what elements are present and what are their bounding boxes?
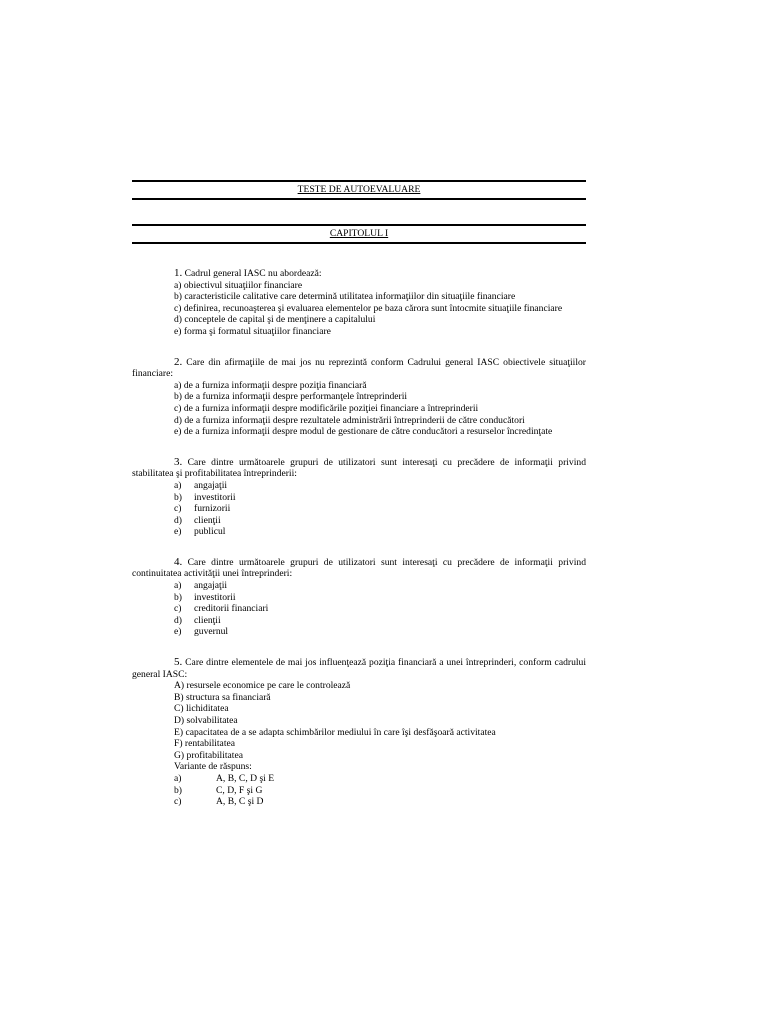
option-letter: e) — [174, 626, 182, 638]
answer-option — [132, 503, 586, 515]
question-stem — [132, 557, 586, 580]
answer-option: d) conceptele de capital şi de menţinere a capitalului — [174, 314, 376, 326]
option-text: angajaţii — [194, 580, 228, 592]
question-1 — [132, 268, 586, 338]
answer-option: c) definirea, recunoaşterea şi evaluarea elementelor pe baza cărora sunt întocmite situaţiile financiare — [174, 302, 563, 314]
option-letter: a) — [174, 580, 182, 592]
question-stem — [132, 657, 586, 680]
option-letter: d) — [174, 614, 182, 626]
option-text: guvernul — [194, 626, 229, 638]
question-5 — [132, 657, 586, 808]
question-number: 5. — [174, 656, 183, 669]
answer-option — [132, 615, 586, 627]
chapter-heading: CAPITOLUL I — [329, 228, 389, 239]
answer-variant — [132, 773, 586, 785]
answer-option: b) caracteristicile calitative care determină utilitatea informaţiilor din situaţiile financiare — [174, 291, 516, 303]
answer-option — [132, 626, 586, 638]
option-letter: b) — [174, 491, 182, 503]
answer-variant — [132, 796, 586, 808]
answer-option: d) de a furniza informaţii despre rezultatele administrării întreprinderii de către conducători — [174, 414, 525, 426]
option-text: angajaţii — [194, 479, 228, 491]
variant-text: A, B, C, D şi E — [216, 772, 275, 784]
question-2 — [132, 357, 586, 438]
answer-option: B) structura sa financiară — [174, 691, 271, 703]
answer-option: b) de a furniza informaţii despre performanţele întreprinderii — [174, 391, 408, 403]
question-number: 2. — [174, 355, 183, 368]
variant-letter: b) — [174, 784, 182, 796]
question-text: Care dintre următoarele grupuri de utilizatori sunt interesaţi cu precădere de informaţii privind continuitatea activităţii unei întreprinderi: — [132, 556, 586, 580]
option-text: investitorii — [194, 591, 236, 603]
variant-letter: a) — [174, 772, 182, 784]
answer-option — [132, 526, 586, 538]
answer-variant — [132, 785, 586, 797]
answer-option: D) solvabilitatea — [174, 715, 238, 726]
answer-option — [132, 603, 586, 615]
answer-option: F) rentabilitatea — [174, 738, 236, 750]
question-number: 1. — [174, 267, 183, 279]
answer-option: C) lichiditatea — [174, 703, 229, 715]
variant-letter: c) — [174, 796, 182, 808]
section-title-box — [132, 180, 586, 200]
option-letter: b) — [174, 591, 182, 603]
question-4 — [132, 557, 586, 638]
variant-text: A, B, C şi D — [216, 796, 264, 808]
option-letter: c) — [174, 603, 182, 615]
option-letter: c) — [174, 503, 182, 515]
answer-option: a) obiectivul situaţiilor financiare — [174, 279, 303, 291]
question-text: Care din afirmaţiile de mai jos nu reprezintă conform Cadrului general IASC obiectivele situaţiilor financiare: — [132, 356, 586, 380]
option-text: furnizorii — [194, 503, 231, 515]
question-stem — [132, 268, 586, 280]
option-text: clienţii — [194, 614, 221, 626]
option-letter: e) — [174, 526, 182, 538]
answer-option — [132, 492, 586, 504]
answer-option: c) de a furniza informaţii despre modificările poziţiei financiare a întreprinderii — [174, 402, 479, 414]
answer-option — [132, 592, 586, 604]
option-text: clienţii — [194, 514, 221, 526]
answer-option: A) resursele economice pe care le controlează — [174, 680, 351, 692]
answer-option: a) de a furniza informaţii despre poziţia financiară — [174, 379, 367, 391]
question-text: Care dintre următoarele grupuri de utilizatori sunt interesaţi cu precădere de informaţii privind stabilitatea şi profitabilitatea întreprinderii: — [132, 456, 586, 480]
answer-option — [132, 580, 586, 592]
option-text: publicul — [194, 526, 226, 538]
answer-option: E) capacitatea de a se adapta schimbărilor mediului în care îşi desfăşoară activitatea — [174, 726, 496, 738]
document-page — [132, 180, 586, 808]
option-letter: d) — [174, 514, 182, 526]
section-title: TESTE DE AUTOEVALUARE — [297, 184, 421, 195]
variants-label: Variante de răspuns: — [174, 761, 252, 773]
answer-option: e) forma şi formatul situaţiilor financiare — [174, 325, 331, 337]
answer-option — [132, 515, 586, 527]
option-text: investitorii — [194, 491, 236, 503]
question-number: 4. — [174, 555, 183, 568]
variant-text: C, D, F şi G — [216, 784, 263, 796]
answer-option: e) de a furniza informaţii despre modul de gestionare de către conducători a resurselor încredinţate — [174, 426, 553, 438]
answer-option: G) profitabilitatea — [174, 749, 243, 761]
option-text: creditorii financiari — [194, 603, 269, 615]
answer-option — [132, 480, 586, 492]
question-3 — [132, 457, 586, 538]
question-number: 3. — [174, 455, 183, 468]
question-stem — [132, 357, 586, 380]
question-stem — [132, 457, 586, 480]
chapter-heading-box — [132, 224, 586, 244]
option-letter: a) — [174, 479, 182, 491]
question-text: Cadrul general IASC nu abordează: — [182, 268, 322, 279]
question-text: Care dintre elementele de mai jos influenţează poziţia financiară a unei întreprinderi, conform cadrului general IASC: — [132, 657, 586, 680]
